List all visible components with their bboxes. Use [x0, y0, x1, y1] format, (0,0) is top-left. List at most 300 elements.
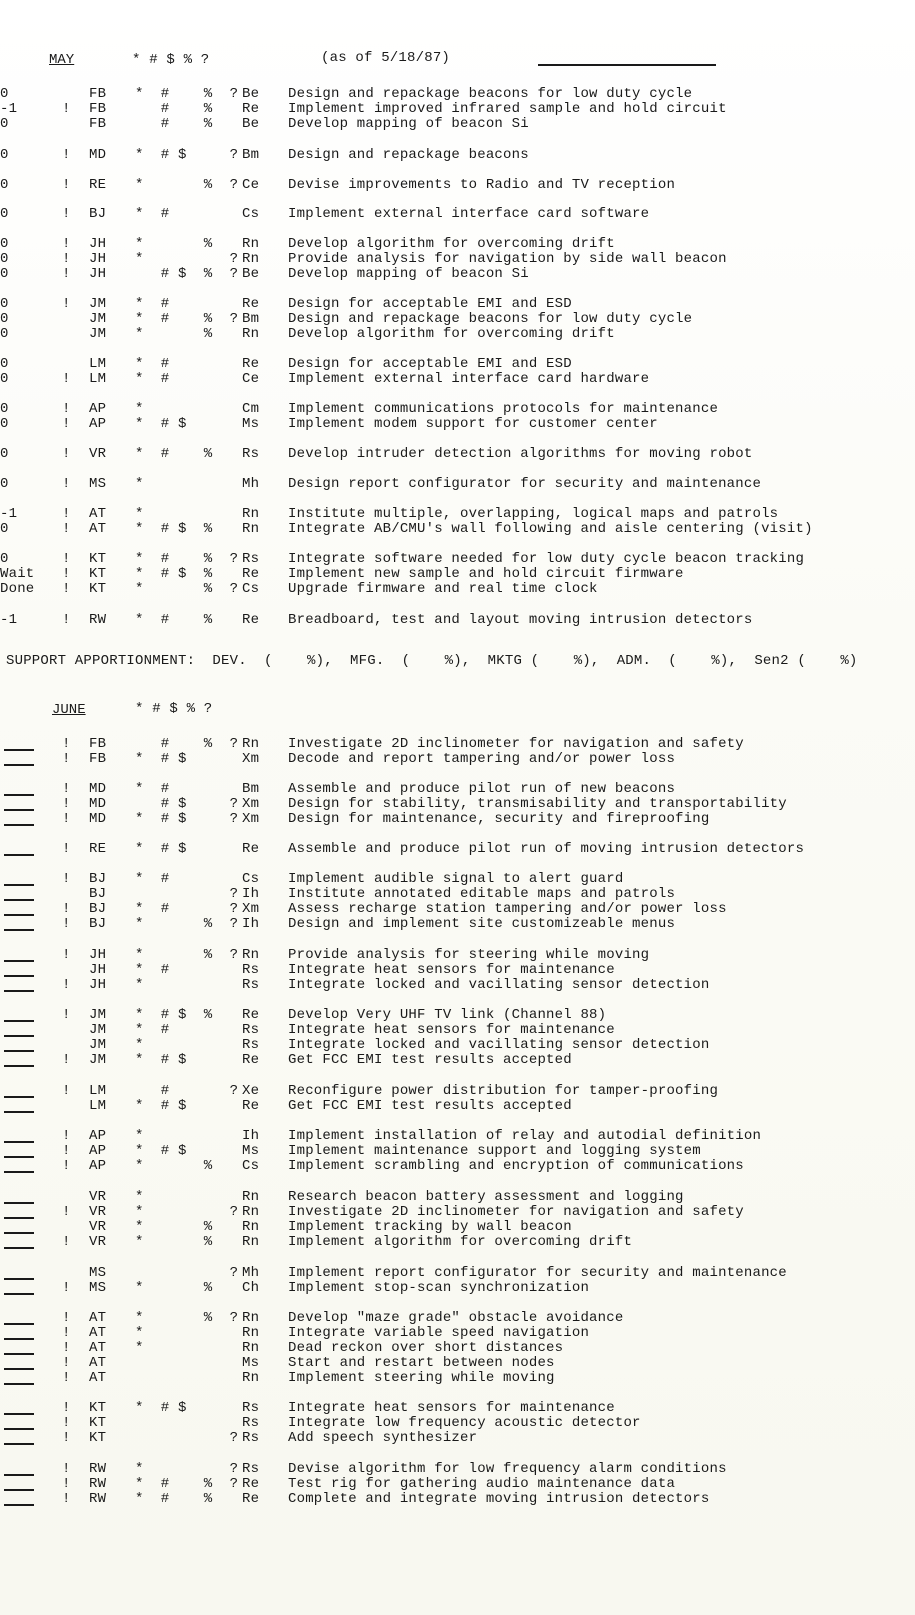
category-code: Bm: [242, 781, 260, 797]
symbol-flags: *: [135, 401, 144, 417]
status-blank-line: [4, 1247, 34, 1249]
category-code: Rs: [242, 1430, 260, 1446]
status-blank-line: [4, 960, 34, 962]
category-code: Ih: [242, 916, 260, 932]
category-code: Rs: [242, 1461, 260, 1477]
symbol-flags: * % ?: [135, 581, 239, 597]
priority-mark: !: [62, 1280, 71, 1296]
status-blank-line: [4, 884, 34, 886]
symbol-flags: *: [135, 1189, 144, 1205]
task-description: Add speech synthesizer: [288, 1430, 478, 1446]
initials-cell: KT: [89, 581, 107, 597]
initials-cell: JH: [89, 251, 107, 267]
task-description: Design and repackage beacons for low duty cycle: [288, 311, 693, 327]
initials-cell: MD: [89, 147, 107, 163]
task-description: Integrate low frequency acoustic detector: [288, 1415, 641, 1431]
priority-mark: !: [62, 977, 71, 993]
status-cell: 0: [0, 551, 9, 567]
priority-mark: !: [62, 1340, 71, 1356]
priority-mark: !: [62, 781, 71, 797]
category-code: Rn: [242, 736, 260, 752]
symbol-flags: *: [135, 506, 144, 522]
symbol-flags: * # % ?: [135, 1476, 239, 1492]
status-cell: 0: [0, 311, 9, 327]
task-description: Investigate 2D inclinometer for navigation and safety: [288, 1204, 744, 1220]
status-blank-line: [4, 1368, 34, 1370]
status-cell: 0: [0, 476, 9, 492]
priority-mark: !: [62, 612, 71, 628]
initials-cell: AP: [89, 416, 107, 432]
symbol-flags: * %: [135, 1158, 213, 1174]
status-cell: 0: [0, 236, 9, 252]
status-cell: 0: [0, 521, 9, 537]
task-description: Devise algorithm for low frequency alarm conditions: [288, 1461, 727, 1477]
symbol-flags: * % ?: [135, 947, 239, 963]
priority-mark: !: [62, 1052, 71, 1068]
status-blank-line: [4, 1443, 34, 1445]
category-code: Ce: [242, 177, 260, 193]
category-code: Xm: [242, 901, 260, 917]
status-cell: 0: [0, 206, 9, 222]
category-code: Ch: [242, 1280, 260, 1296]
category-code: Rs: [242, 1037, 260, 1053]
initials-cell: JM: [89, 1052, 107, 1068]
category-code: Rs: [242, 1022, 260, 1038]
initials-cell: JM: [89, 311, 107, 327]
priority-mark: !: [62, 476, 71, 492]
initials-cell: RW: [89, 1491, 107, 1507]
initials-cell: VR: [89, 1189, 107, 1205]
symbol-flags: * #: [135, 206, 170, 222]
initials-cell: AT: [89, 521, 107, 537]
symbol-flags: * #: [135, 1022, 170, 1038]
status-blank-line: [4, 1413, 34, 1415]
symbol-flags: * # $ ?: [135, 147, 239, 163]
priority-mark: !: [62, 446, 71, 462]
priority-mark: !: [62, 1310, 71, 1326]
category-code: Re: [242, 1491, 260, 1507]
symbol-flags: *: [135, 977, 144, 993]
task-description: Implement steering while moving: [288, 1370, 555, 1386]
symbol-flags: ?: [135, 886, 239, 902]
status-blank-line: [4, 1065, 34, 1067]
status-blank-line: [4, 824, 34, 826]
symbol-flags: * %: [135, 1280, 213, 1296]
priority-mark: !: [62, 147, 71, 163]
initials-cell: AT: [89, 1370, 107, 1386]
initials-cell: RW: [89, 612, 107, 628]
initials-cell: LM: [89, 1098, 107, 1114]
category-code: Rn: [242, 506, 260, 522]
category-code: Rn: [242, 947, 260, 963]
task-description: Implement scrambling and encryption of communications: [288, 1158, 744, 1174]
status-blank-line: [4, 1323, 34, 1325]
task-description: Integrate variable speed navigation: [288, 1325, 590, 1341]
initials-cell: MD: [89, 781, 107, 797]
category-code: Rs: [242, 1415, 260, 1431]
may-symbol-legend: * # $ % ?: [132, 52, 210, 68]
symbol-flags: # %: [135, 116, 213, 132]
initials-cell: AT: [89, 1310, 107, 1326]
initials-cell: BJ: [89, 206, 107, 222]
status-blank-line: [4, 1278, 34, 1280]
priority-mark: !: [62, 1143, 71, 1159]
symbol-flags: * # $: [135, 841, 187, 857]
task-description: Get FCC EMI test results accepted: [288, 1052, 572, 1068]
initials-cell: JH: [89, 266, 107, 282]
initials-cell: AP: [89, 1143, 107, 1159]
category-code: Be: [242, 116, 260, 132]
category-code: Rs: [242, 977, 260, 993]
symbol-flags: *: [135, 1128, 144, 1144]
task-description: Get FCC EMI test results accepted: [288, 1098, 572, 1114]
initials-cell: JM: [89, 1022, 107, 1038]
support-apportionment: SUPPORT APPORTIONMENT: DEV. ( %), MFG. ( %), MKTG ( %), ADM. ( %), Sen2 ( %): [6, 653, 858, 669]
task-description: Assemble and produce pilot run of new beacons: [288, 781, 676, 797]
task-description: Develop algorithm for overcoming drift: [288, 236, 615, 252]
category-code: Re: [242, 1052, 260, 1068]
status-cell: 0: [0, 416, 9, 432]
initials-cell: AP: [89, 1158, 107, 1174]
category-code: Mh: [242, 1265, 260, 1281]
symbol-flags: * # %: [135, 1491, 213, 1507]
initials-cell: FB: [89, 751, 107, 767]
priority-mark: !: [62, 371, 71, 387]
priority-mark: !: [62, 177, 71, 193]
initials-cell: KT: [89, 1400, 107, 1416]
priority-mark: !: [62, 1204, 71, 1220]
priority-mark: !: [62, 101, 71, 117]
initials-cell: AT: [89, 1325, 107, 1341]
status-cell: 0: [0, 251, 9, 267]
category-code: Mh: [242, 476, 260, 492]
symbol-flags: * # %: [135, 612, 213, 628]
symbol-flags: * #: [135, 356, 170, 372]
status-blank-line: [4, 794, 34, 796]
as-of-date: (as of 5/18/87): [321, 50, 451, 66]
category-code: Rn: [242, 1325, 260, 1341]
task-description: Implement new sample and hold circuit firmware: [288, 566, 684, 582]
task-description: Develop Very UHF TV link (Channel 88): [288, 1007, 607, 1023]
symbol-flags: * # % ?: [135, 311, 239, 327]
priority-mark: !: [62, 1234, 71, 1250]
task-description: Assemble and produce pilot run of moving intrusion detectors: [288, 841, 805, 857]
category-code: Cs: [242, 206, 260, 222]
status-cell: Wait: [0, 566, 35, 582]
initials-cell: AT: [89, 1340, 107, 1356]
priority-mark: !: [62, 401, 71, 417]
priority-mark: !: [62, 506, 71, 522]
status-cell: -1: [0, 612, 18, 628]
priority-mark: !: [62, 296, 71, 312]
task-description: Implement tracking by wall beacon: [288, 1219, 572, 1235]
initials-cell: KT: [89, 551, 107, 567]
symbol-flags: * # % ?: [135, 551, 239, 567]
symbol-flags: * # $ %: [135, 521, 213, 537]
symbol-flags: * #: [135, 962, 170, 978]
task-description: Dead reckon over short distances: [288, 1340, 564, 1356]
initials-cell: AP: [89, 1128, 107, 1144]
initials-cell: JH: [89, 947, 107, 963]
task-description: Implement improved infrared sample and hold circuit: [288, 101, 727, 117]
status-cell: 0: [0, 147, 9, 163]
status-blank-line: [4, 1111, 34, 1113]
task-description: Institute multiple, overlapping, logical maps and patrols: [288, 506, 779, 522]
symbol-flags: * # $: [135, 1400, 187, 1416]
initials-cell: LM: [89, 1083, 107, 1099]
task-description: Develop "maze grade" obstacle avoidance: [288, 1310, 624, 1326]
priority-mark: !: [62, 736, 71, 752]
task-description: Implement installation of relay and autodial definition: [288, 1128, 762, 1144]
initials-cell: MD: [89, 796, 107, 812]
priority-mark: !: [62, 236, 71, 252]
status-blank-line: [4, 809, 34, 811]
initials-cell: JM: [89, 296, 107, 312]
task-description: Design for acceptable EMI and ESD: [288, 356, 572, 372]
category-code: Ms: [242, 1355, 260, 1371]
category-code: Rn: [242, 1204, 260, 1220]
initials-cell: VR: [89, 1219, 107, 1235]
priority-mark: !: [62, 551, 71, 567]
category-code: Re: [242, 841, 260, 857]
task-description: Investigate 2D inclinometer for navigation and safety: [288, 736, 744, 752]
priority-mark: !: [62, 751, 71, 767]
symbol-flags: * # $ ?: [135, 811, 239, 827]
initials-cell: FB: [89, 86, 107, 102]
status-blank-line: [4, 1338, 34, 1340]
priority-mark: !: [62, 1007, 71, 1023]
task-description: Reconfigure power distribution for tamper-proofing: [288, 1083, 719, 1099]
status-blank-line: [4, 1141, 34, 1143]
task-description: Implement external interface card hardware: [288, 371, 650, 387]
task-description: Start and restart between nodes: [288, 1355, 555, 1371]
task-description: Implement maintenance support and logging system: [288, 1143, 701, 1159]
initials-cell: VR: [89, 446, 107, 462]
status-blank-line: [4, 1217, 34, 1219]
status-cell: Done: [0, 581, 35, 597]
symbol-flags: * # $ %: [135, 566, 213, 582]
status-cell: 0: [0, 86, 9, 102]
priority-mark: !: [62, 947, 71, 963]
initials-cell: MS: [89, 1265, 107, 1281]
symbol-flags: # % ?: [135, 736, 239, 752]
symbol-flags: *: [135, 1037, 144, 1053]
task-description: Complete and integrate moving intrusion detectors: [288, 1491, 710, 1507]
symbol-flags: # $ % ?: [135, 266, 239, 282]
status-blank-line: [4, 854, 34, 856]
initials-cell: KT: [89, 1430, 107, 1446]
category-code: Xe: [242, 1083, 260, 1099]
priority-mark: !: [62, 1430, 71, 1446]
initials-cell: JH: [89, 962, 107, 978]
status-cell: 0: [0, 266, 9, 282]
initials-cell: FB: [89, 116, 107, 132]
task-description: Test rig for gathering audio maintenance data: [288, 1476, 676, 1492]
priority-mark: !: [62, 841, 71, 857]
category-code: Rn: [242, 251, 260, 267]
initials-cell: RW: [89, 1461, 107, 1477]
task-description: Provide analysis for steering while moving: [288, 947, 650, 963]
priority-mark: !: [62, 566, 71, 582]
symbol-flags: * #: [135, 871, 170, 887]
task-description: Implement stop-scan synchronization: [288, 1280, 590, 1296]
priority-mark: !: [62, 521, 71, 537]
initials-cell: JM: [89, 1007, 107, 1023]
symbol-flags: * ?: [135, 1461, 239, 1477]
status-cell: 0: [0, 116, 9, 132]
category-code: Rn: [242, 1189, 260, 1205]
symbol-flags: *: [135, 476, 144, 492]
category-code: Rn: [242, 1234, 260, 1250]
status-blank-line: [4, 1383, 34, 1385]
task-description: Implement modem support for customer center: [288, 416, 658, 432]
status-blank-line: [4, 1020, 34, 1022]
symbol-flags: *: [135, 1340, 144, 1356]
task-description: Institute annotated editable maps and patrols: [288, 886, 676, 902]
symbol-flags: # $ ?: [135, 796, 239, 812]
category-code: Re: [242, 101, 260, 117]
initials-cell: KT: [89, 566, 107, 582]
priority-mark: !: [62, 1355, 71, 1371]
status-cell: -1: [0, 101, 18, 117]
status-blank-line: [4, 899, 34, 901]
category-code: Cm: [242, 401, 260, 417]
task-description: Provide analysis for navigation by side wall beacon: [288, 251, 727, 267]
symbol-flags: * %: [135, 1234, 213, 1250]
priority-mark: !: [62, 1415, 71, 1431]
priority-mark: !: [62, 1325, 71, 1341]
initials-cell: AP: [89, 401, 107, 417]
status-blank-line: [4, 1096, 34, 1098]
symbol-flags: # ?: [135, 1083, 239, 1099]
task-description: Integrate software needed for low duty cycle beacon tracking: [288, 551, 805, 567]
category-code: Rs: [242, 1400, 260, 1416]
status-blank-line: [4, 914, 34, 916]
category-code: Ce: [242, 371, 260, 387]
task-description: Develop mapping of beacon Si: [288, 116, 529, 132]
category-code: Rn: [242, 236, 260, 252]
task-description: Develop algorithm for overcoming drift: [288, 326, 615, 342]
task-description: Implement algorithm for overcoming drift: [288, 1234, 633, 1250]
category-code: Cs: [242, 871, 260, 887]
category-code: Xm: [242, 751, 260, 767]
status-blank-line: [4, 975, 34, 977]
status-blank-line: [4, 1474, 34, 1476]
status-blank-line: [4, 1489, 34, 1491]
symbol-flags: * % ?: [135, 916, 239, 932]
task-description: Research beacon battery assessment and logging: [288, 1189, 684, 1205]
task-description: Integrate heat sensors for maintenance: [288, 1022, 615, 1038]
status-cell: 0: [0, 401, 9, 417]
category-code: Re: [242, 566, 260, 582]
initials-cell: JM: [89, 1037, 107, 1053]
initials-cell: BJ: [89, 916, 107, 932]
symbol-flags: * # %: [135, 446, 213, 462]
initials-cell: MS: [89, 476, 107, 492]
symbol-flags: * # $: [135, 1098, 187, 1114]
task-description: Design and implement site customizeable menus: [288, 916, 676, 932]
task-description: Design for acceptable EMI and ESD: [288, 296, 572, 312]
priority-mark: !: [62, 266, 71, 282]
initials-cell: MD: [89, 811, 107, 827]
symbol-flags: * # % ?: [135, 86, 239, 102]
symbol-flags: * #: [135, 371, 170, 387]
status-cell: 0: [0, 356, 9, 372]
priority-mark: !: [62, 916, 71, 932]
initials-cell: RW: [89, 1476, 107, 1492]
status-blank-line: [4, 1504, 34, 1506]
task-description: Integrate heat sensors for maintenance: [288, 962, 615, 978]
status-blank-line: [4, 1232, 34, 1234]
task-description: Assess recharge station tampering and/or power loss: [288, 901, 727, 917]
initials-cell: JH: [89, 236, 107, 252]
status-cell: 0: [0, 446, 9, 462]
status-blank-line: [4, 1156, 34, 1158]
initials-cell: JH: [89, 977, 107, 993]
symbol-flags: ?: [135, 1265, 239, 1281]
category-code: Ih: [242, 886, 260, 902]
status-cell: 0: [0, 371, 9, 387]
may-heading: MAY: [49, 52, 75, 68]
priority-mark: !: [62, 1476, 71, 1492]
task-description: Integrate locked and vacillating sensor detection: [288, 977, 710, 993]
task-description: Design and repackage beacons for low duty cycle: [288, 86, 693, 102]
priority-mark: !: [62, 811, 71, 827]
category-code: Xm: [242, 796, 260, 812]
symbol-flags: * %: [135, 236, 213, 252]
priority-mark: !: [62, 1461, 71, 1477]
status-blank-line: [4, 1202, 34, 1204]
task-description: Upgrade firmware and real time clock: [288, 581, 598, 597]
symbol-flags: * #: [135, 781, 170, 797]
priority-mark: !: [62, 901, 71, 917]
category-code: Ms: [242, 416, 260, 432]
symbol-flags: * # $: [135, 1052, 187, 1068]
task-description: Implement audible signal to alert guard: [288, 871, 624, 887]
status-blank-line: [4, 1050, 34, 1052]
symbol-flags: # %: [135, 101, 213, 117]
symbol-flags: * ?: [135, 1204, 239, 1220]
category-code: Rs: [242, 446, 260, 462]
task-description: Integrate heat sensors for maintenance: [288, 1400, 615, 1416]
category-code: Re: [242, 612, 260, 628]
initials-cell: KT: [89, 1415, 107, 1431]
category-code: Rn: [242, 1340, 260, 1356]
status-cell: -1: [0, 506, 18, 522]
category-code: Rs: [242, 551, 260, 567]
category-code: Rn: [242, 1310, 260, 1326]
task-description: Design for stability, transmisability and transportability: [288, 796, 787, 812]
status-blank-line: [4, 764, 34, 766]
category-code: Rn: [242, 521, 260, 537]
task-description: Integrate AB/CMU's wall following and aisle centering (visit): [288, 521, 813, 537]
initials-cell: VR: [89, 1234, 107, 1250]
category-code: Cs: [242, 581, 260, 597]
initials-cell: RE: [89, 177, 107, 193]
category-code: Ms: [242, 1143, 260, 1159]
category-code: Xm: [242, 811, 260, 827]
priority-mark: !: [62, 581, 71, 597]
status-cell: 0: [0, 296, 9, 312]
symbol-flags: ?: [135, 1430, 239, 1446]
task-description: Implement report configurator for security and maintenance: [288, 1265, 787, 1281]
priority-mark: !: [62, 206, 71, 222]
category-code: Rn: [242, 1219, 260, 1235]
symbol-flags: *: [135, 1325, 144, 1341]
priority-mark: !: [62, 251, 71, 267]
symbol-flags: * #: [135, 296, 170, 312]
category-code: Rs: [242, 962, 260, 978]
